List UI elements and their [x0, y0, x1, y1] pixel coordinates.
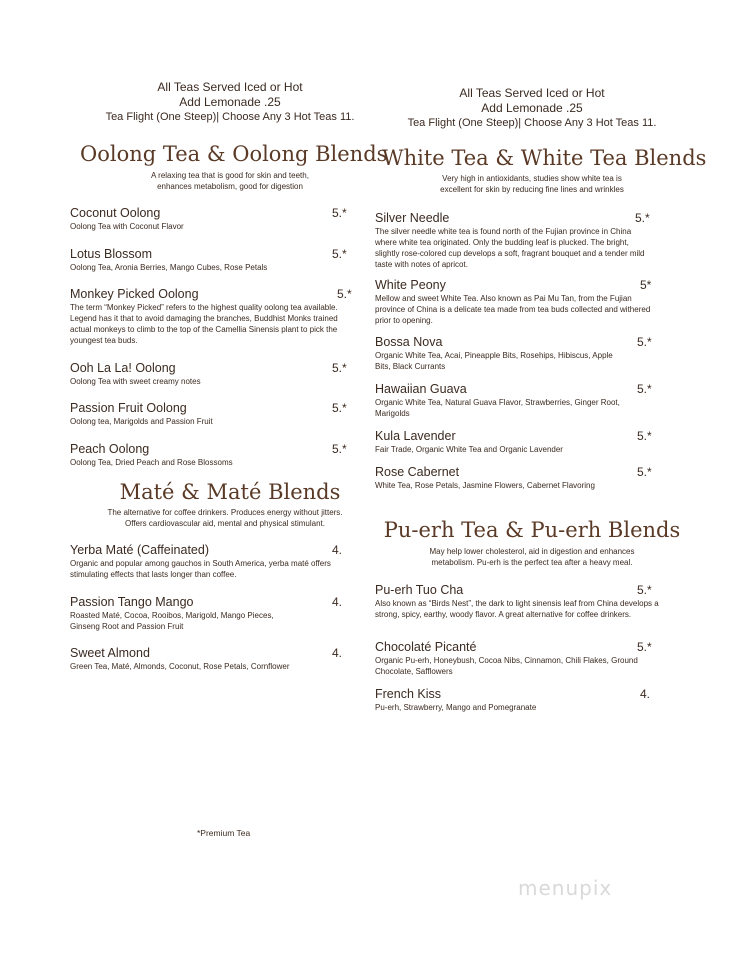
item-price: 5.*: [337, 287, 352, 301]
item-price: 5.*: [637, 640, 652, 654]
item-desc: Oolong tea, Marigolds and Passion Fruit: [70, 417, 213, 426]
item-price: 5.*: [332, 247, 347, 261]
item-price: 4.: [332, 646, 343, 660]
menu-item: [70, 206, 350, 232]
header-lemonade: Add Lemonade .25: [481, 101, 583, 115]
item-price: 4.: [332, 543, 343, 557]
header-lemonade: Add Lemonade .25: [179, 95, 281, 109]
menu-item: [375, 640, 660, 677]
white-section-desc: [382, 173, 682, 195]
item-desc: Mellow and sweet White Tea. Also known as Pai Mu Tan, from the Fujian province of China is a delicate tea made from tea buds collected and withered prior to opening.: [375, 294, 651, 325]
item-price: 5.*: [637, 465, 652, 479]
item-desc: Oolong Tea with sweet creamy notes: [70, 377, 201, 386]
item-price: 5.*: [637, 335, 652, 349]
puerh-section-desc: [382, 546, 682, 568]
menu-item: [375, 211, 655, 270]
mate-section-title: Maté & Maté Blends: [119, 480, 341, 504]
item-name: Rose Cabernet: [375, 465, 460, 479]
item-name: Sweet Almond: [70, 646, 150, 660]
item-price: 5.*: [637, 382, 652, 396]
item-desc: The silver needle white tea is found north of the Fujian province in China where white tea originated. Only the budding leaf is plucked. The bright, slightly rose-colored cup develops a soft, fragrant bouquet and a tender mild taste with notes of apricot.: [375, 227, 645, 269]
item-desc: Organic White Tea, Natural Guava Flavor, Strawberries, Ginger Root, Marigolds: [375, 398, 620, 418]
premium-footnote: *Premium Tea: [197, 828, 251, 838]
item-desc: Oolong Tea with Coconut Flavor: [70, 222, 184, 231]
item-name: Peach Oolong: [70, 442, 150, 456]
item-name: Hawaiian Guava: [375, 382, 467, 396]
menu-item: [70, 401, 350, 427]
item-name: French Kiss: [375, 687, 441, 701]
item-desc: Roasted Maté, Cocoa, Rooibos, Marigold, Mango Pieces, Ginseng Root and Passion Fruit: [70, 611, 274, 631]
menu-item: [375, 687, 660, 713]
item-price: 5.*: [637, 429, 652, 443]
left-header: [80, 80, 380, 125]
item-desc: Organic Pu-erh, Honeybush, Cocoa Nibs, Cinnamon, Chili Flakes, Ground Chocolate, Safflowers: [375, 656, 638, 676]
item-price: 5.*: [332, 442, 347, 456]
item-price: 5.*: [332, 401, 347, 415]
item-desc: White Tea, Rose Petals, Jasmine Flowers, Cabernet Flavoring: [375, 481, 595, 490]
desc-line: excellent for skin by reducing fine lines and wrinkles: [440, 185, 624, 194]
item-name: Lotus Blossom: [70, 247, 152, 261]
menu-item: [375, 382, 655, 419]
menupix-watermark: menupix: [518, 876, 613, 900]
item-name: White Peony: [375, 278, 446, 292]
item-desc: Also known as “Birds Nest”, the dark to light sinensis leaf from China develops a strong, spicy, earthy, woody flavor. A great alternative for coffee drinkers.: [375, 599, 659, 619]
item-desc: Pu-erh, Strawberry, Mango and Pomegranate: [375, 703, 537, 712]
header-flight: Tea Flight (One Steep)| Choose Any 3 Hot Teas 11.: [407, 117, 657, 129]
item-desc: Oolong Tea, Aronia Berries, Mango Cubes, Rose Petals: [70, 263, 268, 272]
item-desc: Organic White Tea, Acai, Pineapple Bits, Rosehips, Hibiscus, Apple Bits, Black Currants: [375, 351, 613, 371]
menu-item: [375, 465, 655, 491]
item-name: Chocolaté Picanté: [375, 640, 477, 654]
white-section-title: White Tea & White Tea Blends: [382, 146, 707, 170]
item-desc: The term “Monkey Picked” refers to the highest quality oolong tea available. Legend has it that to avoid damaging the branches, Buddhist Monks trained actual monkeys to climb to the top of the Camellia Sinensis plant to pick the youngest tea buds.: [70, 303, 338, 345]
right-header: [382, 86, 682, 131]
item-name: Coconut Oolong: [70, 206, 161, 220]
item-price: 4.: [332, 595, 343, 609]
item-name: Yerba Maté (Caffeinated): [70, 543, 209, 557]
oolong-section-desc: [80, 170, 380, 192]
item-name: Passion Fruit Oolong: [70, 401, 187, 415]
item-price: 5*: [640, 278, 652, 292]
item-price: 5.*: [332, 206, 347, 220]
desc-line: The alternative for coffee drinkers. Produces energy without jitters.: [107, 508, 343, 517]
item-price: 5.*: [637, 583, 652, 597]
item-name: Monkey Picked Oolong: [70, 287, 199, 301]
item-price: 5.*: [635, 211, 650, 225]
item-name: Bossa Nova: [375, 335, 443, 349]
item-desc: Fair Trade, Organic White Tea and Organic Lavender: [375, 445, 563, 454]
menu-item: [375, 583, 660, 620]
desc-line: A relaxing tea that is good for skin and teeth,: [151, 171, 309, 180]
desc-line: enhances metabolism, good for digestion: [157, 182, 303, 191]
desc-line: May help lower cholesterol, aid in digestion and enhances: [429, 547, 635, 556]
item-name: Ooh La La! Oolong: [70, 361, 176, 375]
item-desc: Green Tea, Maté, Almonds, Coconut, Rose Petals, Cornflower: [70, 662, 290, 671]
menu-item: [70, 646, 350, 672]
item-price: 4.: [640, 687, 651, 701]
item-desc: Oolong Tea, Dried Peach and Rose Blossoms: [70, 458, 233, 467]
item-price: 5.*: [332, 361, 347, 375]
item-name: Kula Lavender: [375, 429, 456, 443]
mate-section-desc: [70, 507, 380, 529]
item-name: Silver Needle: [375, 211, 450, 225]
menu-item: [375, 278, 655, 326]
desc-line: metabolism. Pu-erh is the perfect tea after a heavy meal.: [431, 558, 633, 567]
item-desc: Organic and popular among gauchos in South America, yerba maté offers stimulating effects that lasts longer than coffee.: [70, 559, 331, 579]
desc-line: Very high in antioxidants, studies show white tea is: [442, 174, 622, 183]
menu-item: [70, 247, 350, 273]
menu-item: [70, 287, 350, 346]
header-served: All Teas Served Iced or Hot: [157, 80, 303, 94]
menu-item: [70, 361, 350, 387]
desc-line: Offers cardiovascular aid, mental and physical stimulant.: [125, 519, 325, 528]
menu-item: [70, 543, 350, 580]
oolong-section-title: Oolong Tea & Oolong Blends: [80, 142, 388, 166]
item-name: Passion Tango Mango: [70, 595, 194, 609]
header-flight: Tea Flight (One Steep)| Choose Any 3 Hot Teas 11.: [105, 111, 355, 123]
header-served: All Teas Served Iced or Hot: [459, 86, 605, 100]
menu-item: [375, 335, 655, 372]
menu-item: [375, 429, 655, 455]
item-name: Pu-erh Tuo Cha: [375, 583, 464, 597]
puerh-section-title: Pu-erh Tea & Pu-erh Blends: [383, 518, 681, 542]
menu-item: [70, 442, 350, 468]
menu-item: [70, 595, 350, 632]
